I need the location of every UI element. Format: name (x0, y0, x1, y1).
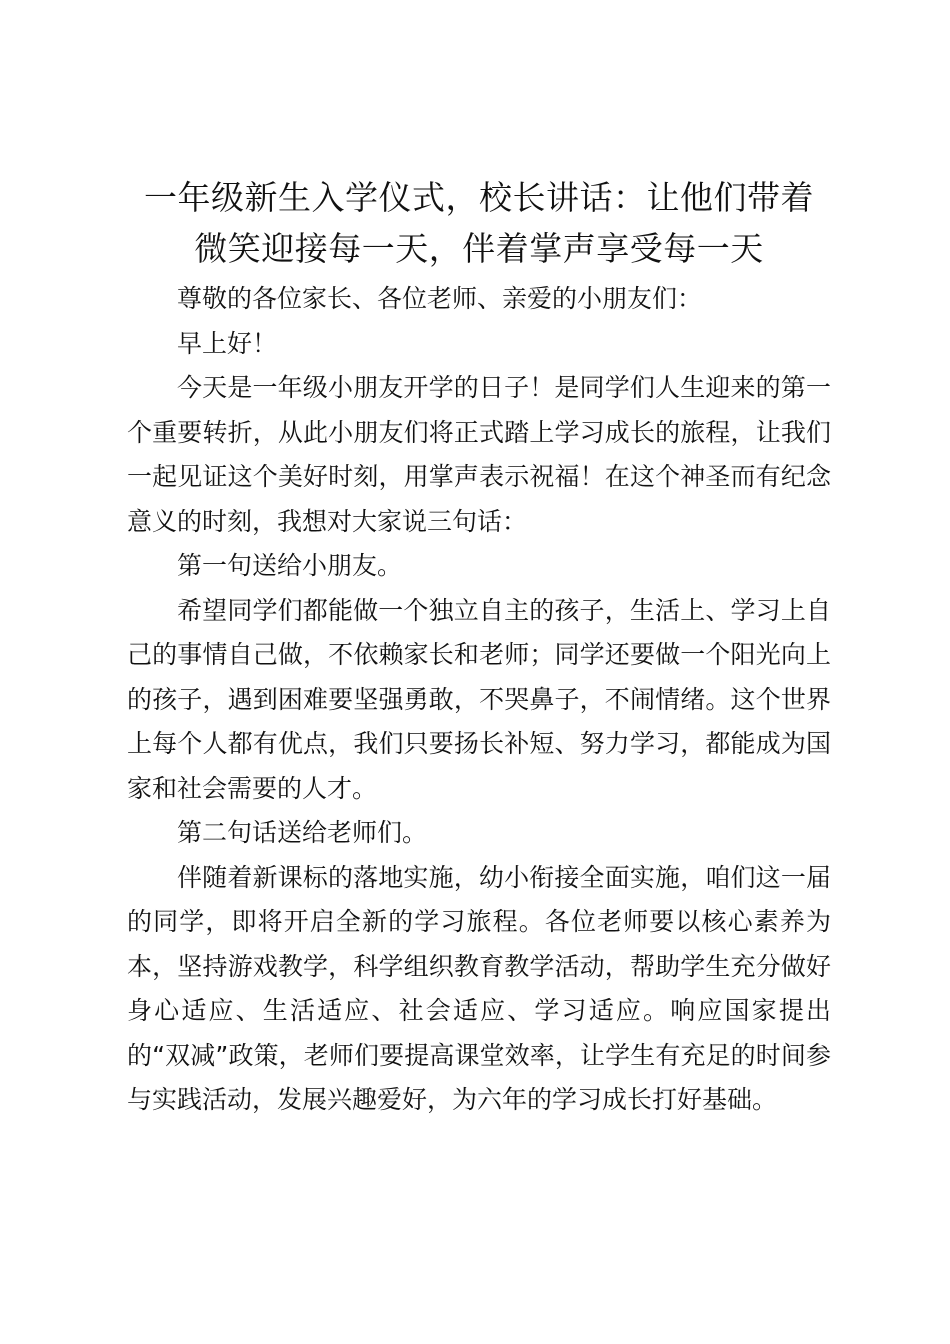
salutation-paragraph: 尊敬的各位家长、各位老师、亲爱的小朋友们： (177, 284, 703, 313)
students-paragraph: 希望同学们都能做一个独立自主的孩子，生活上、学习上自己的事情自己做，不依赖家长和老师；同学还要做一个阳光向上的孩子，遇到困难要坚强勇敢，不哭鼻子，不闹情绪。这个世界上每个人都有优点，我们只要扬长补短、努力学习，都能成为国家和社会需要的人才。 (127, 595, 831, 803)
title-line-2: 微笑迎接每一天，伴着掌声享受每一天 (194, 229, 764, 268)
title-line-1: 一年级新生入学仪式，校长讲话：让他们带着 (144, 178, 814, 217)
document-body (127, 277, 831, 1123)
document-title (127, 172, 831, 274)
section-heading-teachers: 第二句话送给老师们。 (177, 818, 428, 847)
intro-paragraph: 今天是一年级小朋友开学的日子！是同学们人生迎来的第一个重要转折，从此小朋友们将正式踏上学习成长的旅程，让我们一起见证这个美好时刻，用掌声表示祝福！在这个神圣而有纪念意义的时刻，我想对大家说三句话： (127, 373, 831, 536)
teachers-paragraph: 伴随着新课标的落地实施，幼小衔接全面实施，咱们这一届的同学，即将开启全新的学习旅程。各位老师要以核心素养为本，坚持游戏教学，科学组织教育教学活动，帮助学生充分做好身心适应、生活适应、社会适应、学习适应。响应国家提出的“双减”政策，老师们要提高课堂效率，让学生有充足的时间参与实践活动，发展兴趣爱好，为六年的学习成长打好基础。 (127, 862, 831, 1114)
document-page (127, 172, 831, 1123)
section-heading-students: 第一句送给小朋友。 (177, 551, 403, 580)
greeting-paragraph: 早上好！ (177, 328, 278, 358)
